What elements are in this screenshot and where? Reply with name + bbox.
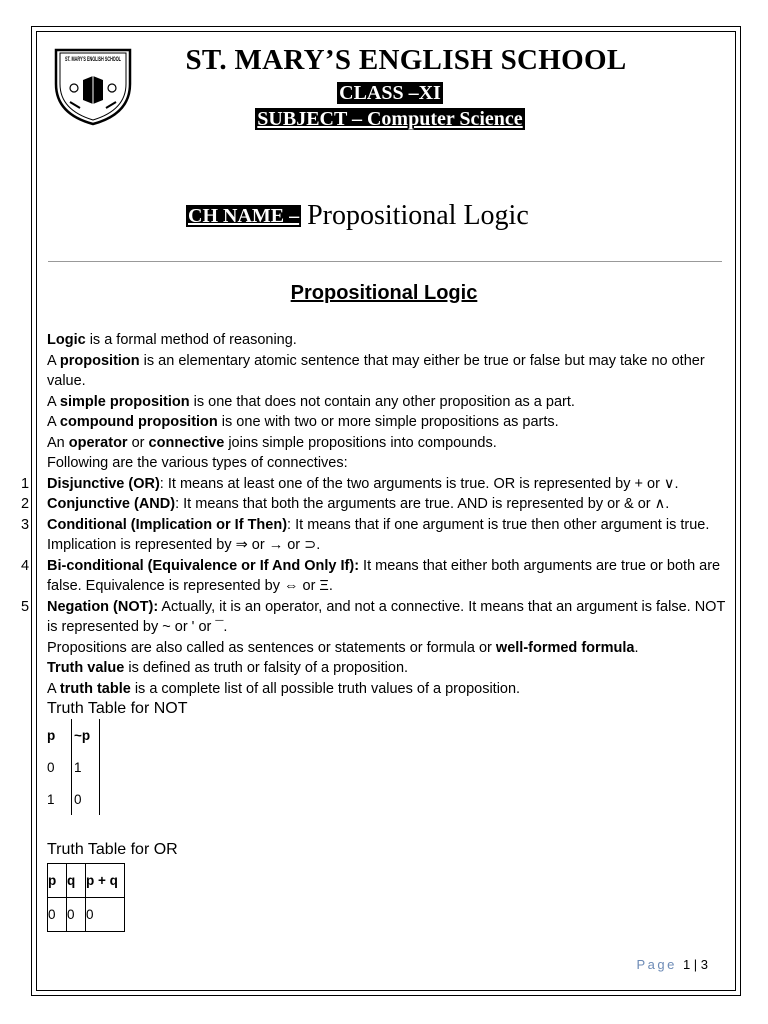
intro-line <box>47 412 727 433</box>
page-number: 1 | 3 <box>682 957 708 972</box>
table-cell: 1 <box>47 791 55 807</box>
connectives-intro: Following are the various types of connectives: <box>47 455 348 471</box>
table-not-label: Truth Table for NOT <box>47 700 188 717</box>
list-item <box>21 474 727 495</box>
operator-line <box>47 433 727 454</box>
list-item <box>21 494 727 515</box>
text: : It means that if one argument is true then other argument is true. Implication is represented by ⇒ or → or ⊃. <box>47 516 710 553</box>
intro-line <box>47 330 727 351</box>
table-cell: 0 <box>67 898 86 932</box>
table-row <box>47 783 100 815</box>
list-number: 2 <box>21 496 30 512</box>
truth-table-line <box>47 679 727 700</box>
term: Conjunctive (AND) <box>47 496 176 512</box>
text: is a complete list of all possible truth values of a proposition. <box>130 680 521 697</box>
text: or <box>127 434 149 451</box>
table-cell <box>48 864 67 898</box>
term: truth table <box>59 680 131 697</box>
header-cell: ~p <box>74 727 91 743</box>
horizontal-divider <box>48 261 722 262</box>
text: An <box>47 434 69 451</box>
table-cell: 0 <box>47 759 55 775</box>
table-row <box>47 719 100 751</box>
table-cell: 0 <box>48 907 56 922</box>
text: . <box>634 639 639 656</box>
section-body <box>21 330 727 719</box>
term: Disjunctive (OR) <box>47 475 160 492</box>
table-cell <box>72 719 100 751</box>
table-row <box>48 864 125 898</box>
logo-text: ST. MARY'S ENGLISH SCHOOL <box>65 57 122 63</box>
table-cell <box>67 864 86 898</box>
formula-line <box>47 638 727 659</box>
text: A <box>47 352 60 369</box>
text: : It means at least one of the two arguments is true. OR is represented by + or ∨. <box>159 475 679 492</box>
text: Actually, it is an operator, and not a connective. It means that an argument is false. NOT is represented by ~ or ' or ¯. <box>47 598 726 635</box>
truth-table-or <box>47 863 125 932</box>
table-row <box>47 751 100 783</box>
term: simple proposition <box>59 393 190 410</box>
list-item <box>21 556 727 597</box>
term: connective <box>148 434 225 451</box>
header-cell: q <box>67 873 76 888</box>
list-number: 1 <box>21 475 30 492</box>
section-title: Propositional Logic <box>290 282 478 304</box>
table-cell: 0 <box>86 898 125 932</box>
chapter-prefix: CH NAME – <box>188 205 300 227</box>
intro-line <box>47 392 727 413</box>
list-number: 4 <box>21 557 30 574</box>
page-footer <box>636 957 708 972</box>
term: proposition <box>59 352 140 369</box>
text: is a formal method of reasoning. <box>85 332 297 348</box>
term: operator <box>68 434 128 451</box>
text: joins simple propositions into compounds. <box>224 434 497 451</box>
school-name: ST. MARY’S ENGLISH SCHOOL <box>185 44 627 76</box>
text: is one that does not contain any other proposition as a part. <box>189 393 575 410</box>
header-cell: p + q <box>86 873 118 888</box>
text: is one with two or more simple propositions as parts. <box>217 414 559 430</box>
term: Conditional (Implication or If Then) <box>47 516 288 533</box>
header-cell: p <box>48 873 57 888</box>
term: compound proposition <box>59 414 218 430</box>
table-row <box>48 898 125 932</box>
class-line <box>0 82 768 104</box>
text: is defined as truth or falsity of a proposition. <box>124 660 409 676</box>
term: Negation (NOT): <box>47 598 159 615</box>
table-cell: 0 <box>72 783 100 815</box>
term: well-formed formula <box>495 639 635 656</box>
list-item <box>21 515 727 556</box>
table-or-label: Truth Table for OR <box>47 841 178 858</box>
text: A <box>47 414 60 430</box>
intro-line <box>47 351 727 392</box>
text: : It means that both the arguments are true. AND is represented by or & or ∧. <box>175 496 670 512</box>
truth-table-not <box>47 719 100 815</box>
table-cell: 1 <box>72 751 100 783</box>
header-cell: p <box>47 727 56 743</box>
truth-value-line <box>47 658 727 679</box>
text: It means that either both arguments are true or both are false. Equivalence is represented by ⇔ or Ξ. <box>47 557 721 594</box>
text: is an elementary atomic sentence that may either be true or false but may take no other value. <box>47 352 705 389</box>
list-number: 5 <box>21 598 30 615</box>
subject-label: SUBJECT – Computer Science <box>257 108 523 130</box>
chapter-heading <box>186 200 529 232</box>
term: Bi-conditional (Equivalence or If And Only If): <box>47 557 360 574</box>
term: Truth value <box>47 660 125 676</box>
text: A <box>47 393 60 410</box>
table-cell <box>47 719 72 751</box>
text: A <box>47 680 60 697</box>
subject-line <box>0 108 768 130</box>
term: Logic <box>47 332 86 348</box>
chapter-title: Propositional Logic <box>307 200 529 231</box>
table-cell <box>86 864 125 898</box>
list-number: 3 <box>21 516 30 533</box>
list-item <box>21 597 727 638</box>
class-label: CLASS –XI <box>339 82 441 104</box>
text: Propositions are also called as sentences or statements or formula or <box>47 639 496 656</box>
page-word: Page <box>636 957 677 972</box>
